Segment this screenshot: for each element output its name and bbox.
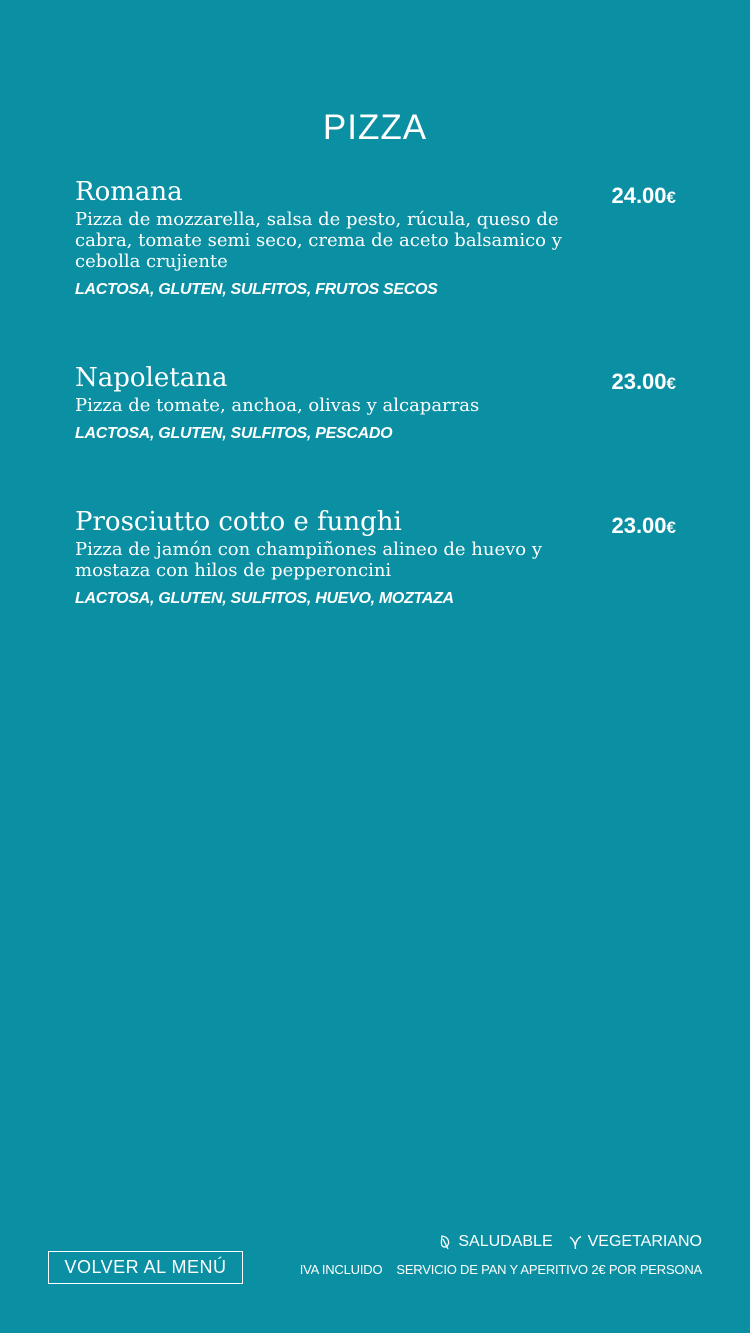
legend-vegetarian: [569, 1233, 702, 1251]
item-price: [611, 513, 676, 539]
item-allergens: LACTOSA, GLUTEN, SULFITOS, FRUTOS SECOS: [75, 281, 438, 298]
item-description: Pizza de tomate, anchoa, olivas y alcaparras: [75, 395, 480, 416]
item-name: Romana: [75, 177, 183, 207]
item-price: [611, 369, 676, 395]
item-allergens: LACTOSA, GLUTEN, SULFITOS, HUEVO, MOZTAZA: [75, 590, 454, 607]
price-value: 23.00: [611, 513, 667, 538]
leaf-icon: [439, 1235, 452, 1250]
legend-healthy: [439, 1233, 552, 1251]
item-allergens: LACTOSA, GLUTEN, SULFITOS, PESCADO: [75, 425, 393, 442]
item-name: Napoletana: [75, 363, 228, 393]
back-to-menu-button[interactable]: VOLVER AL MENÚ: [48, 1251, 243, 1284]
price-value: 23.00: [611, 369, 667, 394]
menu-item-prosciutto: [75, 507, 680, 608]
item-description: Pizza de jamón con champiñones alineo de huevo y mostaza con hilos de pepperoncini: [75, 539, 543, 581]
footnote: [300, 1262, 702, 1277]
tax-note: IVA INCLUIDO: [299, 1262, 383, 1277]
page-title: PIZZA: [322, 108, 428, 147]
item-description: Pizza de mozzarella, salsa de pesto, rúcula, queso de cabra, tomate semi seco, crema de aceto balsamico y cebolla crujiente: [75, 209, 562, 272]
menu-item-romana: [75, 177, 680, 299]
price-currency: €: [666, 188, 676, 207]
service-note: SERVICIO DE PAN Y APERITIVO 2€ POR PERSONA: [396, 1262, 702, 1277]
menu-item-napoletana: [75, 363, 680, 443]
menu-list: [75, 177, 680, 672]
price-value: 24.00: [611, 183, 667, 208]
item-name: Prosciutto cotto e funghi: [75, 507, 402, 537]
legend-vegetarian-label: VEGETARIANO: [587, 1233, 702, 1250]
price-currency: €: [666, 374, 676, 393]
sprout-icon: [569, 1235, 582, 1250]
diet-legend: [439, 1233, 702, 1251]
item-price: [611, 183, 676, 209]
price-currency: €: [666, 518, 676, 537]
legend-healthy-label: SALUDABLE: [458, 1233, 553, 1250]
